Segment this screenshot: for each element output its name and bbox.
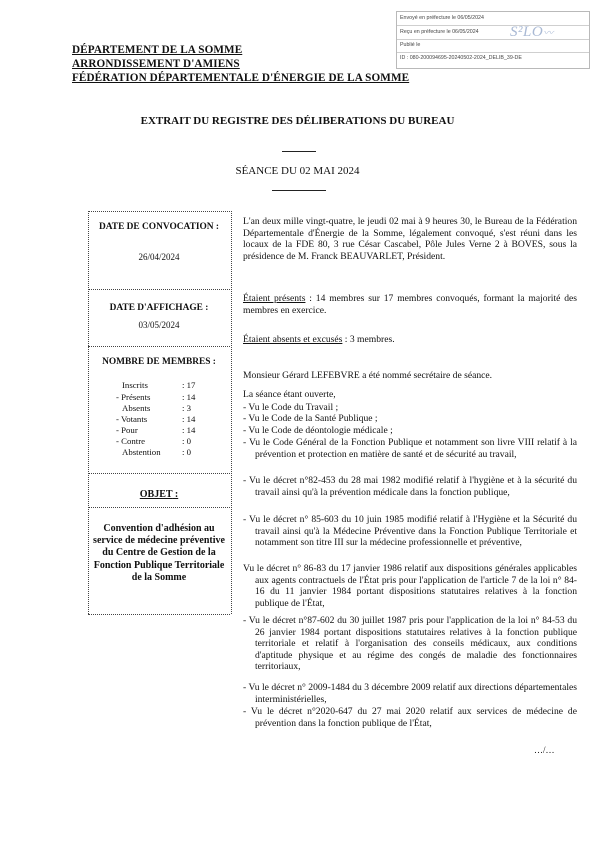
membres-label: NOMBRE DE MEMBRES : (102, 357, 216, 367)
affichage-label: DATE D'AFFICHAGE : (109, 303, 209, 313)
presents-paragraph (243, 293, 577, 316)
secretaire-line: Monsieur Gérard LEFEBVRE a été nommé secrétaire de séance. (243, 370, 493, 381)
absents-line (243, 334, 395, 346)
membres-pour-value: : 14 (182, 425, 196, 435)
membres-presents-label: - Présents (116, 392, 151, 402)
vu-item: - Vu le Code de déontologie médicale ; (243, 425, 393, 436)
slo-logo: S²LO〰 (510, 24, 554, 40)
membres-absents-label: Absents (122, 403, 151, 413)
intro-paragraph: L'an deux mille vingt-quatre, le jeudi 02 mai à 9 heures 30, le Bureau de la Fédération Départementale d'Énergie de la Somme, légalement convoqué, s'est réuni dans les locaux de la FDE 80, 3 rue César Cascabel, Pôle Jules Verne 2 à BOVES, sous la présidence de M. Franck BEAUVARLET, Président. (243, 216, 577, 262)
absents-text: : 3 membres. (342, 334, 395, 345)
vu-item: - Vu le Code Général de la Fonction Publique et notamment son livre VIII relatif à la prévention et protection en matière de santé et de sécurité au travail, (243, 437, 577, 460)
stamp-id: ID : 080-200094695-20240502-2024_DELIB_39-DE (400, 55, 522, 61)
left-separator (88, 346, 230, 347)
membres-pour-label: - Pour (116, 425, 138, 435)
membres-abstention-label: Abstention (122, 447, 161, 457)
left-top-border (88, 211, 230, 212)
header-departement: DÉPARTEMENT DE LA SOMME (72, 44, 243, 56)
stamp-envoye: Envoyé en préfecture le 06/05/2024 (400, 15, 484, 21)
absents-label: Étaient absents et excusés (243, 334, 343, 345)
vu-item: - Vu le décret n° 2009-1484 du 3 décembre 2009 relatif aux directions départementales interministérielles, (243, 682, 577, 705)
seance-divider (272, 190, 326, 191)
left-bottom-border (88, 614, 230, 615)
membres-inscrits-label: Inscrits (122, 380, 148, 390)
objet-colon: : (172, 489, 179, 500)
header-federation: FÉDÉRATION DÉPARTEMENTALE D'ÉNERGIE DE LA SOMME (72, 72, 410, 84)
membres-votants-value: : 14 (182, 414, 196, 424)
stamp-recu: Reçu en préfecture le 06/05/2024 (400, 29, 479, 35)
vu-item: - Vu le décret n°2020-647 du 27 mai 2020 relatif aux services de médecine de prévention dans la fonction publique de l'État, (243, 706, 577, 729)
membres-inscrits-value: : 17 (182, 380, 196, 390)
vu-item: Vu le décret n° 86-83 du 17 janvier 1986 relatif aux dispositions générales applicables aux agents contractuels de l'État pris pour l'application de l'article 7 de la loi n° 84-16 du 11 janvier 1984 portant dispositions statutaires relatives à la fonction publique de l'État, (243, 563, 577, 609)
vu-item: - Vu le Code de la Santé Publique ; (243, 413, 378, 424)
affichage-date: 03/05/2024 (138, 320, 180, 330)
convocation-label: DATE DE CONVOCATION : (98, 222, 220, 232)
vu-item: - Vu le décret n°87-602 du 30 juillet 1987 pris pour l'application de la loi n° 84-53 du 26 janvier 1984 portant dispositions statutaires relatives à la fonction publique territoriale et relatif à l'organisation des conseils médicaux, aux conditions d'aptitude physique et au régime des congés de maladie des fonctionnaires territoriaux, (243, 615, 577, 673)
convocation-date: 26/04/2024 (138, 252, 180, 262)
left-separator (88, 289, 230, 290)
vu-item: - Vu le Code du Travail ; (243, 402, 339, 413)
left-separator (88, 473, 230, 474)
header-arrondissement: ARRONDISSEMENT D'AMIENS (72, 58, 240, 70)
page-continuation: …/… (534, 745, 555, 755)
membres-absents-value: : 3 (182, 403, 192, 413)
title-divider (282, 151, 316, 152)
vu-item: - Vu le décret n° 85-603 du 10 juin 1985 modifié relatif à l'Hygiène et la Sécurité du travail ainsi qu'à la Médecine Préventive dans la Fonction Publique Territoriale et notamment son titre III sur la médecine professionnelle et préventive, (243, 514, 577, 549)
seance-ouverte-line: La séance étant ouverte, (243, 389, 336, 400)
membres-abstention-value: : 0 (182, 447, 192, 457)
membres-contre-value: : 0 (182, 436, 192, 446)
document-title: EXTRAIT DU REGISTRE DES DÉLIBERATIONS DU BUREAU (140, 115, 455, 127)
vu-item: - Vu le décret n°82-453 du 28 mai 1982 modifié relatif à l'hygiène et à la sécurité du travail ainsi qu'à la prévention médicale dans la fonction publique, (243, 475, 577, 498)
membres-presents-value: : 14 (182, 392, 196, 402)
slo-logo-text: S²LO (510, 24, 544, 40)
presents-label: Étaient présents (243, 293, 306, 304)
objet-label: OBJET (139, 489, 173, 500)
seance-date: SÉANCE DU 02 MAI 2024 (235, 165, 360, 177)
objet-text: Convention d'adhésion au service de médecine préventive du Centre de Gestion de la Fonction Publique Territoriale de la Somme (93, 523, 225, 583)
prefecture-stamp (396, 11, 590, 69)
left-separator (88, 507, 230, 508)
stamp-publie: Publié le (400, 42, 421, 48)
presents-text: : 14 membres sur 17 membres convoqués, formant la majorité des membres en exercice. (243, 293, 577, 316)
membres-contre-label: - Contre (116, 436, 146, 446)
objet-heading (88, 489, 230, 500)
membres-votants-label: - Votants (116, 414, 148, 424)
